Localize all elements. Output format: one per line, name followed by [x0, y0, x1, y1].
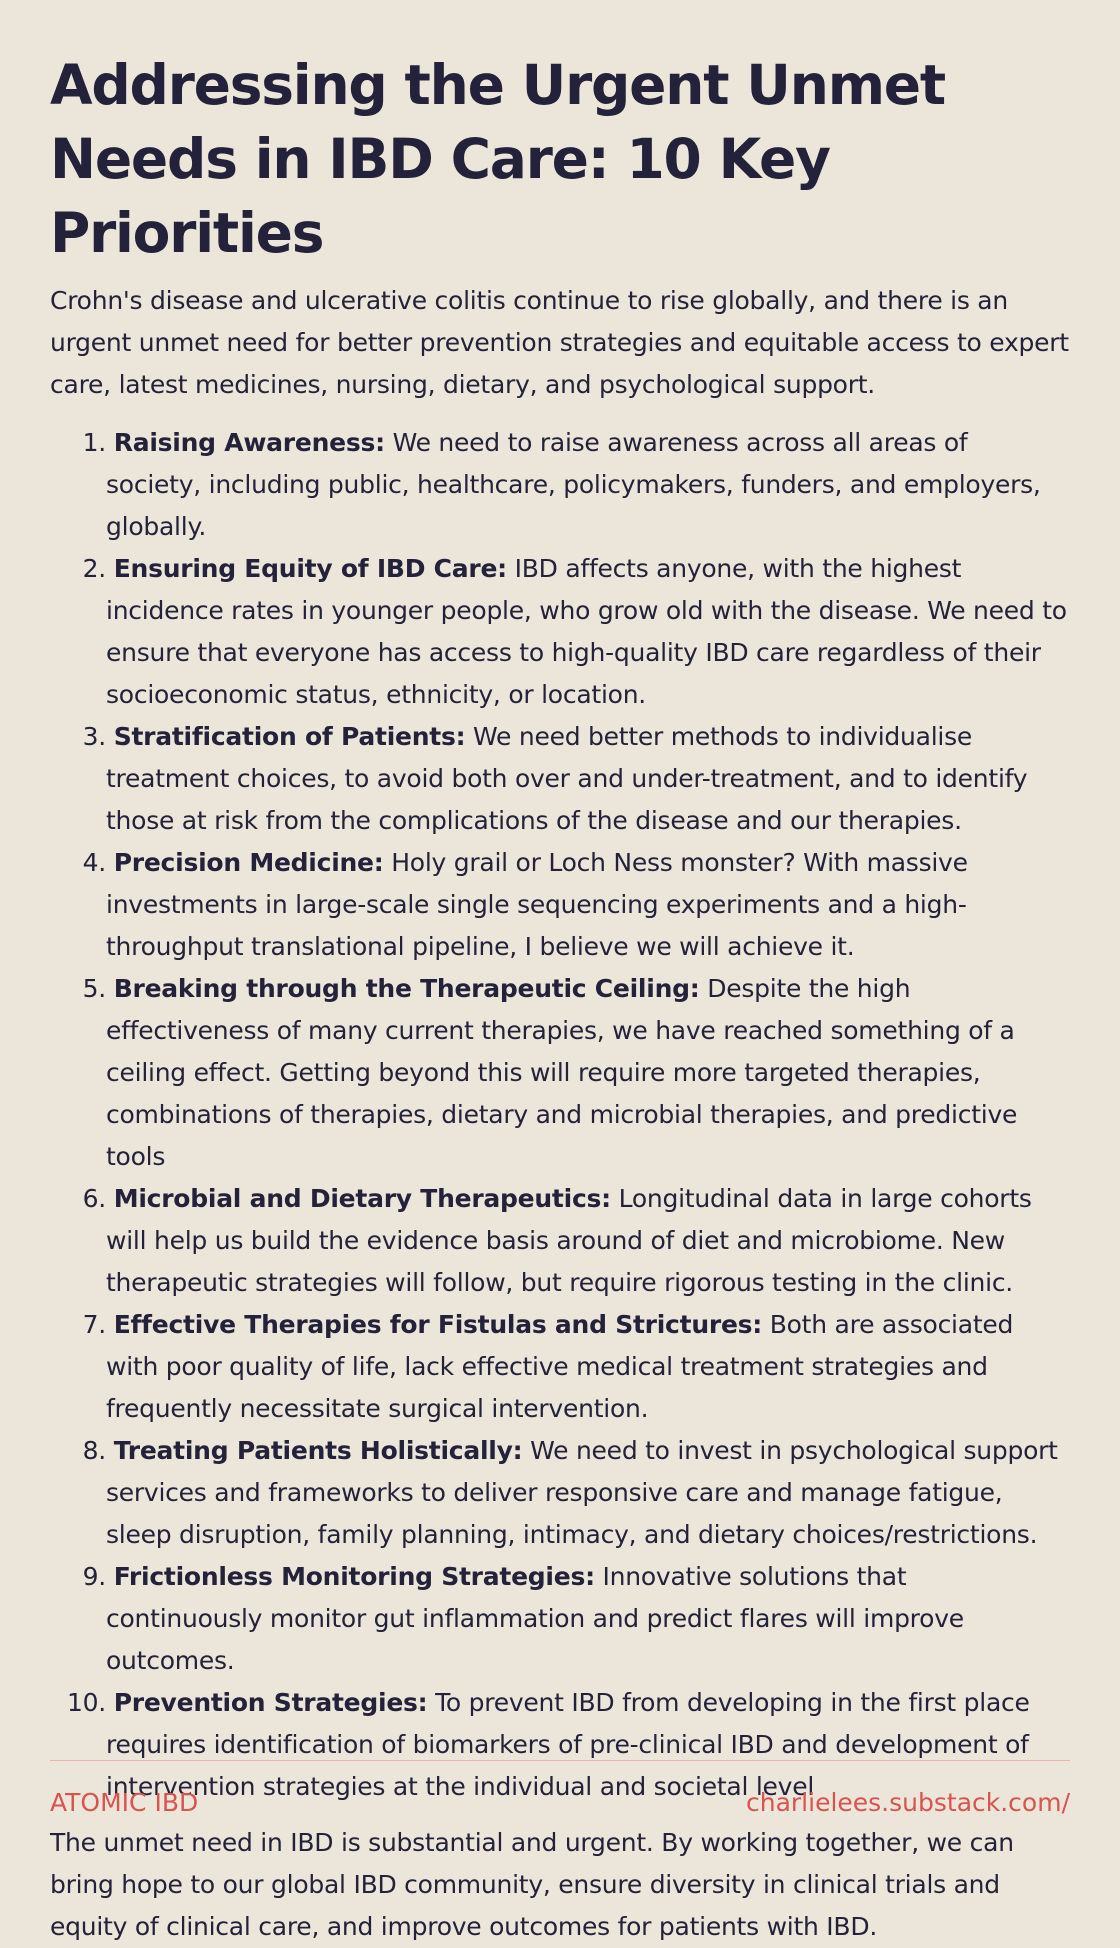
- priority-text: To prevent IBD from developing in the first place requires identification of biomarkers of pre-clinical IBD and development of intervention strategies at the individual and societal level: [106, 1688, 1030, 1801]
- priority-number: 10.: [66, 1688, 106, 1717]
- priority-number: 2.: [82, 554, 106, 583]
- priority-item: [50, 716, 1070, 842]
- priority-item: [50, 1304, 1070, 1430]
- priority-item: [50, 968, 1070, 1178]
- priority-body: [106, 1304, 1070, 1430]
- priority-text: IBD affects anyone, with the highest incidence rates in younger people, who grow old with the disease. We need to ensure that everyone has access to high-quality IBD care regardless of their socioeconomic status, ethnicity, or location.: [106, 554, 1067, 709]
- priority-text: We need to raise awareness across all areas of society, including public, healthcare, policymakers, funders, and employers, globally.: [106, 428, 1041, 541]
- priority-body: [106, 968, 1070, 1178]
- priority-text: Holy grail or Loch Ness monster? With massive investments in large-scale single sequencing experiments and a high-throughput translational pipeline, I believe we will achieve it.: [106, 848, 968, 961]
- priority-title: Microbial and Dietary Therapeutics:: [113, 1184, 611, 1213]
- priority-body: [106, 1556, 1070, 1682]
- priority-body: [106, 548, 1070, 716]
- priority-item: [50, 1178, 1070, 1304]
- priority-title: Stratification of Patients:: [113, 722, 466, 751]
- priority-title: Treating Patients Holistically:: [113, 1436, 523, 1465]
- priority-body: [106, 422, 1070, 548]
- priorities-list: [50, 422, 1070, 1808]
- priority-number: 9.: [82, 1562, 106, 1591]
- priority-title: Prevention Strategies:: [113, 1688, 428, 1717]
- priority-title: Frictionless Monitoring Strategies:: [113, 1562, 595, 1591]
- intro-paragraph: Crohn's disease and ulcerative colitis continue to rise globally, and there is an urgent unmet need for better prevention strategies and equitable access to expert care, latest medicines, nursing, dietary, and psychological support.: [50, 286, 1069, 399]
- priority-item: [50, 1556, 1070, 1682]
- priority-item: [50, 422, 1070, 548]
- priority-number: 3.: [82, 722, 106, 751]
- priority-number: 1.: [82, 428, 106, 457]
- priority-title: Precision Medicine:: [113, 848, 384, 877]
- footer: [50, 1786, 1070, 1820]
- priority-number: 7.: [82, 1310, 106, 1339]
- priority-body: [106, 716, 1070, 842]
- priority-number: 8.: [82, 1436, 106, 1465]
- priority-title: Ensuring Equity of IBD Care:: [113, 554, 507, 583]
- priority-number: 6.: [82, 1184, 106, 1213]
- priority-item: [50, 842, 1070, 968]
- footer-url[interactable]: charlielees.substack.com/: [745, 1788, 1070, 1817]
- priority-text: We need better methods to individualise treatment choices, to avoid both over and under-treatment, and to identify those at risk from the complications of the disease and our therapies.: [106, 722, 1028, 835]
- closing-paragraph: The unmet need in IBD is substantial and urgent. By working together, we can bring hope to our global IBD community, ensure diversity in clinical trials and equity of clinical care, and improve outcomes for patients with IBD.: [50, 1828, 1014, 1941]
- page-title: Addressing the Urgent Unmet Needs in IBD Care: 10 Key Priorities: [50, 53, 945, 265]
- priority-title: Effective Therapies for Fistulas and Strictures:: [113, 1310, 763, 1339]
- priority-text: Despite the high effectiveness of many current therapies, we have reached something of a ceiling effect. Getting beyond this will require more targeted therapies, combinations of therapies, dietary and microbial therapies, and predictive tools: [106, 974, 1018, 1171]
- footer-brand: ATOMIC IBD: [50, 1788, 199, 1817]
- priority-item: [50, 548, 1070, 716]
- priority-text: Longitudinal data in large cohorts will help us build the evidence basis around of diet and microbiome. New therapeutic strategies will follow, but require rigorous testing in the clinic.: [106, 1184, 1032, 1297]
- priority-body: [106, 842, 1070, 968]
- priority-text: Innovative solutions that continuously monitor gut inflammation and predict flares will improve outcomes.: [106, 1562, 964, 1675]
- priority-body: [106, 1430, 1070, 1556]
- priority-number: 4.: [82, 848, 106, 877]
- priority-text: Both are associated with poor quality of life, lack effective medical treatment strategies and frequently necessitate surgical intervention.: [106, 1310, 1014, 1423]
- priority-number: 5.: [82, 974, 106, 1003]
- priority-item: [50, 1430, 1070, 1556]
- priority-body: [106, 1178, 1070, 1304]
- footer-divider: [50, 1760, 1070, 1761]
- priority-title: Raising Awareness:: [113, 428, 385, 457]
- priority-title: Breaking through the Therapeutic Ceiling:: [113, 974, 700, 1003]
- priority-text: We need to invest in psychological support services and frameworks to deliver responsive care and manage fatigue, sleep disruption, family planning, intimacy, and dietary choices/restrictions.: [106, 1436, 1058, 1549]
